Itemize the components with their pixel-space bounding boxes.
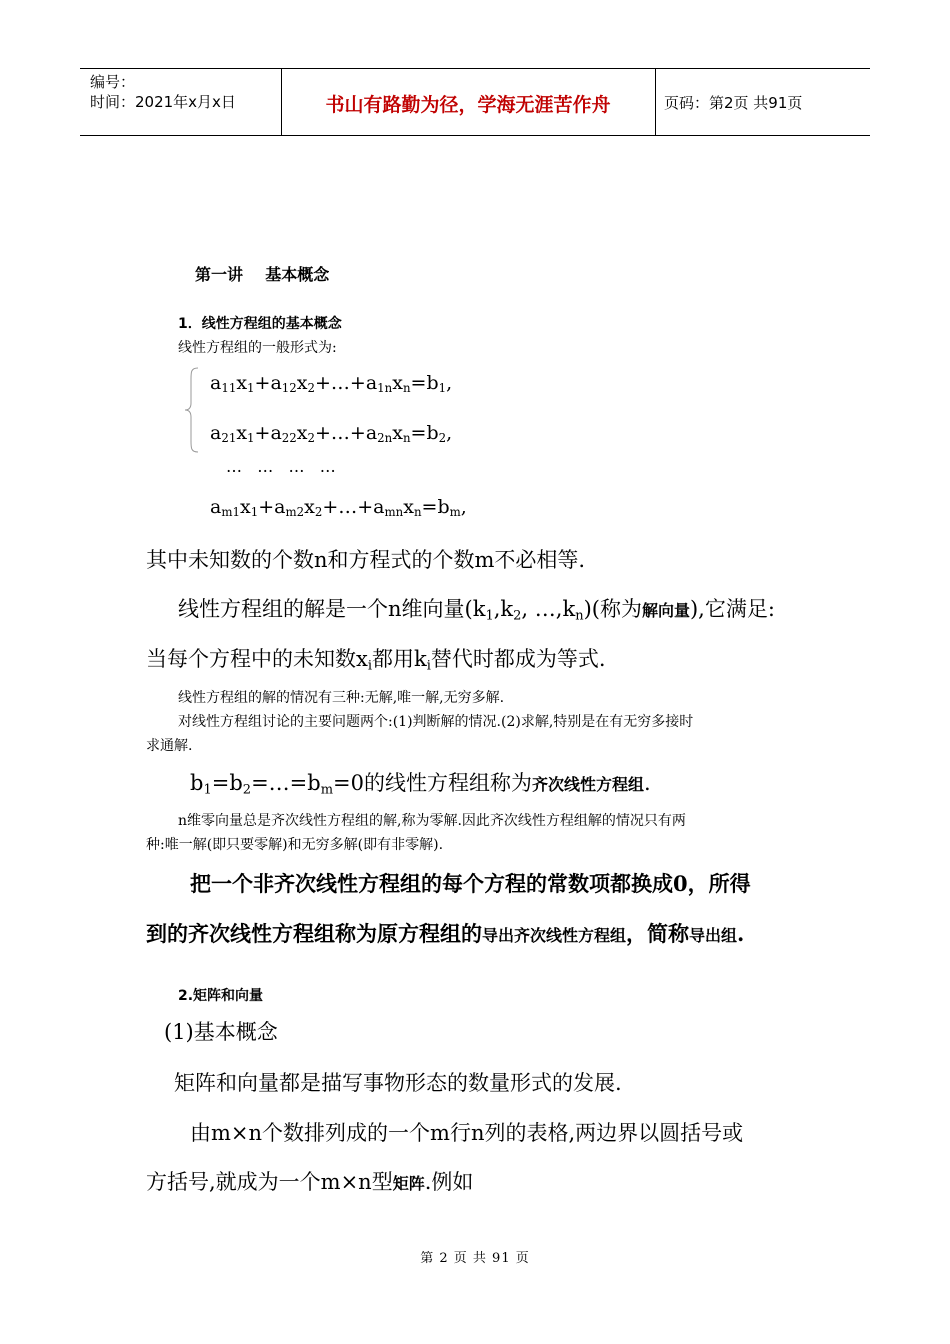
paragraph: 方括号,就成为一个m×n型矩阵.例如	[146, 1170, 474, 1194]
header-divider-1	[281, 68, 282, 135]
header-page-info: 页码：第2页 共91页	[664, 94, 803, 112]
paragraph: 矩阵和向量都是描写事物形态的数量形式的发展.	[174, 1071, 622, 1095]
term-derived-group: 导出组	[689, 926, 738, 945]
header-divider-2	[655, 68, 656, 135]
header-date: 时间：2021年x月x日	[90, 93, 236, 111]
section2-heading: 2.矩阵和向量	[178, 988, 264, 1004]
equation-row: $a_{11}x_1+a_{12}x_2+\dots+a_{1n}x_n=b_1$,	[210, 372, 453, 395]
equation-brace	[183, 367, 201, 453]
term-matrix: 矩阵	[392, 1174, 425, 1193]
header-motto: 书山有路勤为径，学海无涯苦作舟	[325, 94, 611, 116]
paragraph: $b_1=b_2=\dots=b_m=0$的线性方程组称为齐次线性方程组.	[190, 771, 651, 798]
lecture-title: 第一讲 基本概念	[195, 265, 330, 284]
header-number: 编号：	[90, 73, 136, 91]
equation-row: $a_{21}x_1+a_{22}x_2+\dots+a_{2n}x_n=b_2$,	[210, 422, 453, 445]
page-footer: 第 2 页 共 91 页	[420, 1251, 530, 1266]
paragraph: 把一个非齐次线性方程组的每个方程的常数项都换成0，所得	[190, 871, 751, 896]
paragraph: 种:唯一解(即只要零解)和无穷多解(即有非零解).	[146, 837, 444, 853]
section2-subheading: (1)基本概念	[164, 1020, 278, 1044]
equation-ellipsis: … … … …	[226, 457, 336, 476]
section1-heading: 1．线性方程组的基本概念	[178, 316, 342, 332]
term-homogeneous-system: 齐次线性方程组	[532, 775, 645, 794]
header-bottom-rule	[80, 135, 870, 136]
paragraph: 由m×n个数排列成的一个m行n列的表格,两边界以圆括号或	[190, 1121, 744, 1145]
paragraph: 线性方程组的解的情况有三种:无解,唯一解,无穷多解.	[178, 690, 505, 706]
paragraph: 当每个方程中的未知数$x_i$都用$k_i$替代时都成为等式.	[146, 647, 606, 674]
term-solution-vector: 解向量	[641, 601, 690, 620]
paragraph: 线性方程组的解是一个n维向量($k_1,k_2$, $\dots,k_n$)(称为解向量),它满足:	[178, 597, 775, 624]
paragraph: n维零向量总是齐次线性方程组的解,称为零解.因此齐次线性方程组解的情况只有两	[178, 813, 686, 829]
paragraph: 对线性方程组讨论的主要问题两个:(1)判断解的情况.(2)求解,特别是在有无穷多接时	[178, 714, 694, 730]
paragraph: 求通解.	[146, 738, 193, 754]
term-derived-system: 导出齐次线性方程组	[482, 926, 627, 945]
header-top-rule	[80, 68, 870, 69]
section1-intro: 线性方程组的一般形式为:	[178, 340, 337, 356]
header-meta	[90, 72, 236, 112]
paragraph: 到的齐次线性方程组称为原方程组的导出齐次线性方程组，简称导出组.	[146, 921, 745, 946]
paragraph: 其中未知数的个数n和方程式的个数m不必相等.	[146, 548, 586, 572]
equation-row: $a_{m1}x_1+a_{m2}x_2+\dots+a_{mn}x_n=b_m$,	[210, 496, 467, 519]
